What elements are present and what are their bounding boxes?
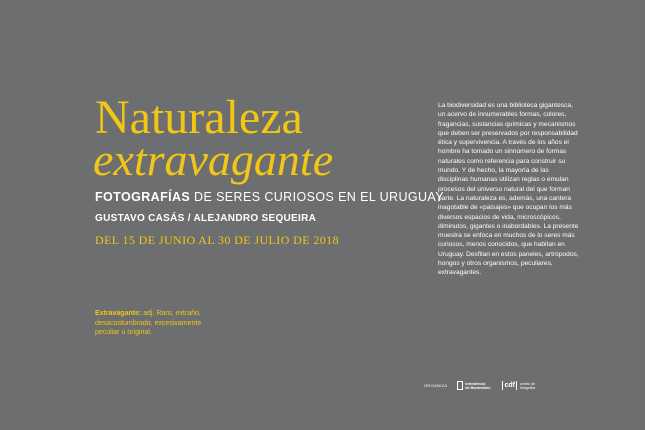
- title-line-2: extravagante: [93, 134, 334, 185]
- imm-line-1: Intendencia: [465, 381, 486, 386]
- cdf-logo-text: [520, 382, 535, 390]
- definition-text: adj. Raro, extraño, desacostumbrado, excesivamente peculiar u original.: [95, 310, 202, 337]
- title-line-1: Naturaleza: [95, 91, 303, 144]
- imm-logo-icon: [457, 381, 463, 390]
- cdf-line-2: fotografía: [519, 385, 536, 390]
- cdf-logo-icon: cdf: [504, 382, 515, 389]
- organiza-label: ORGANIZA: [424, 383, 448, 388]
- exhibition-dates: DEL 15 DE JUNIO AL 30 DE JULIO DE 2018: [95, 233, 339, 247]
- body-text: La biodiversidad es una biblioteca gigantesca, un acervo de innumerables formas, colores, fragancias, sustancias químicas y mecanismos que deben ser preservados por responsabilidad ética y supervivencia. A través de los años el hombre ha tomado un sinnúmero de formas naturales como referencia para construir su mundo. Y de hecho, la mayoría de las disciplinas humanas utilizan reglas o emulan procesos del universo natural del que forman parte. La naturaleza es, además, una cantera inagotable de «paisajes» que ocupan los más diversos espacios de vida, microscópicos, diminutos, gigantes o inabordables. La presente muestra se enfoca en muchos de lo seres más curiosos, menos conocidos, que habitan en Uruguay. Desfilan en estos paneles, artrópodos, hongos y otros organismos, peculiares, extravagantes.: [438, 102, 579, 277]
- cdf-logo: [502, 381, 535, 390]
- subtitle-rest: DE SERES CURIOSOS EN EL URUGUAY: [190, 190, 444, 204]
- subtitle-bold: FOTOGRAFÍAS: [95, 190, 191, 204]
- authors: GUSTAVO CASÁS / ALEJANDRO SEQUEIRA: [95, 213, 317, 224]
- imm-logo-text: [465, 382, 490, 390]
- subtitle: [95, 190, 444, 204]
- definition-term: Extravagante:: [95, 310, 142, 317]
- imm-line-2: de Montevideo: [465, 385, 491, 390]
- footer-logos: [424, 381, 535, 390]
- cdf-line-1: centro de: [519, 381, 535, 386]
- imm-logo: [457, 381, 490, 390]
- definition: [95, 309, 225, 338]
